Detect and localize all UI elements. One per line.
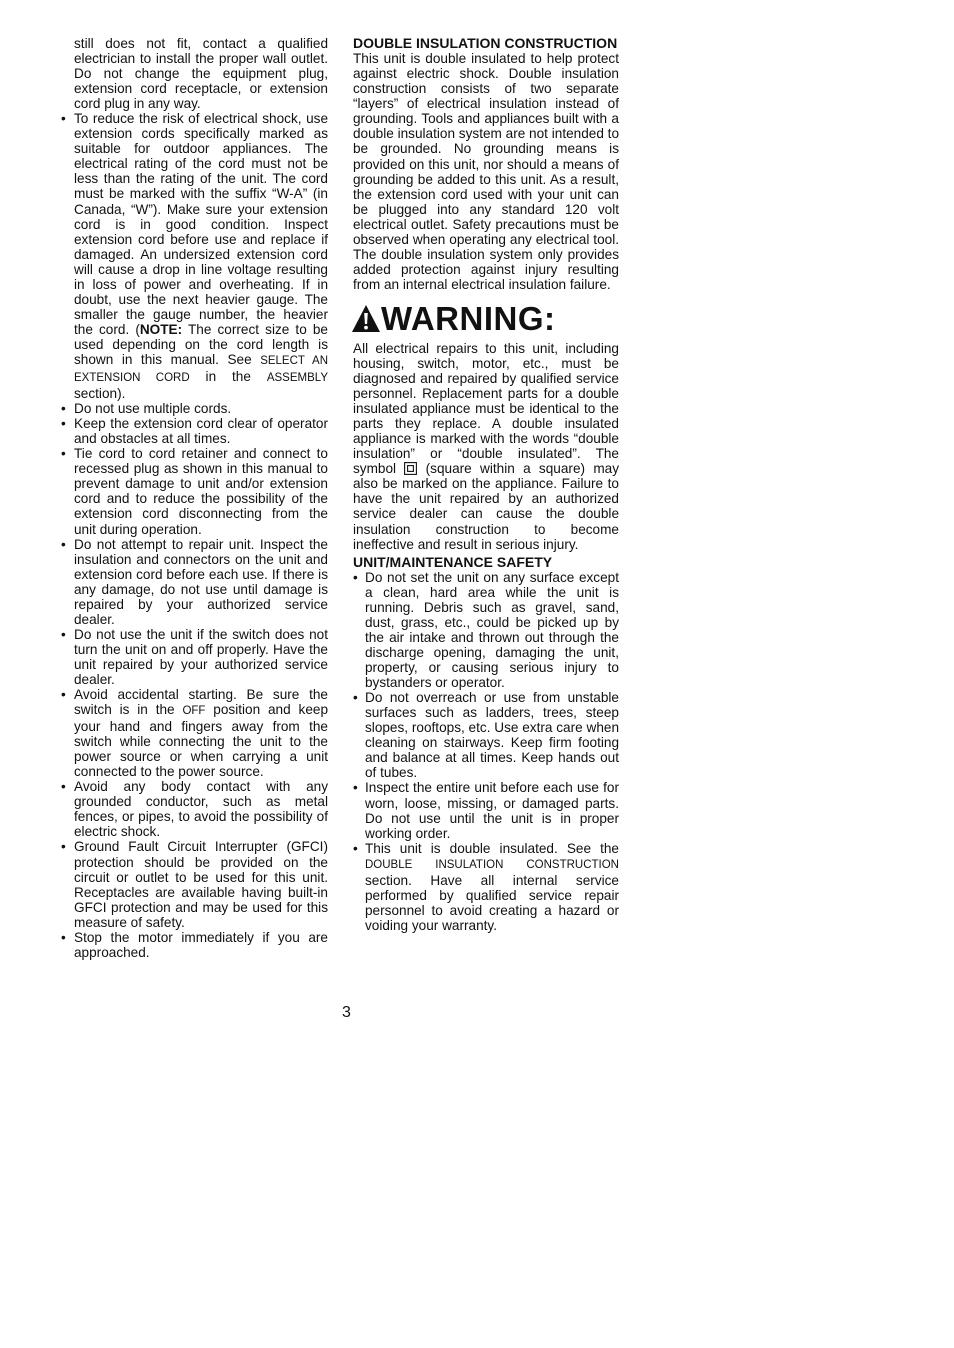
cross-reference: ASSEMBLY [266, 372, 328, 385]
double-insulation-heading: DOUBLE INSULATION CONSTRUCTION [353, 35, 618, 51]
note-label: NOTE: [139, 321, 183, 337]
warning-title: WARNING: [381, 299, 556, 337]
list-item: • Avoid accidental starting. Be sure the switch is in the OFF position and keep your hand and fingers away from the switch while connecting the unit to the power source or when carrying a unit connected to the power source. [74, 687, 328, 779]
list-item: • Ground Fault Circuit Interrupter (GFCI) protection should be provided on the circuit or outlet to be used for this unit. Receptacles are available having built-in GFCI protection and may be used for this measure of safety. [74, 839, 328, 929]
list-item: • Stop the motor immediately if you are approached. [74, 930, 328, 960]
list-item: • This unit is double insulated. See the DOUBLE INSULATION CONSTRUCTION section. Have all internal service performed by qualified service repair personnel to avoid creating a hazard or voiding your warranty. [365, 841, 619, 933]
list-item: • Tie cord to cord retainer and connect to recessed plug as shown in this manual to prevent damage to unit and/or extension cord and to reduce the possibility of the extension cord disconnecting from the unit during operation. [74, 446, 328, 536]
list-item: • Inspect the entire unit before each use for worn, loose, missing, or damaged parts. Do not use until the unit is in proper working order. [365, 780, 619, 840]
warning-header [351, 297, 619, 341]
list-item: • Do not attempt to repair unit. Inspect the insulation and connectors on the unit and extension cord before each use. If there is any damage, do not use until damage is repaired by your authorized service dealer. [74, 537, 328, 627]
list-item: • Do not overreach or use from unstable surfaces such as ladders, trees, steep slopes, rooftops, etc. Use extra care when cleaning on stairways. Keep firm footing and balance at all times. Keep hands out of tubes. [365, 690, 619, 780]
off-label: OFF [182, 705, 206, 718]
list-item: • Do not use the unit if the switch does not turn the unit on and off properly. Have the unit repaired by your authorized service dealer. [74, 627, 328, 687]
unit-safety-list [353, 570, 619, 933]
unit-maintenance-heading: UNIT/MAINTENANCE SAFETY [353, 553, 553, 570]
cross-reference: DOUBLE INSULATION CONSTRUCTION [365, 858, 619, 871]
left-column [74, 36, 328, 960]
continued-paragraph: still does not fit, contact a qualified electrician to install the proper wall outlet. Do not change the equipment plug, extension cord receptacle, or extension cord plug in any way. [74, 36, 328, 112]
page-number: 3 [342, 1004, 351, 1021]
warning-triangle-icon [351, 304, 381, 334]
cross-reference: SELECT AN EXTENSION CORD [74, 354, 328, 385]
list-item: • Avoid any body contact with any grounded conductor, such as metal fences, or pipes, to avoid the possibility of electric shock. [74, 779, 328, 839]
list-item: • Keep the extension cord clear of operator and obstacles at all times. [74, 416, 328, 446]
safety-list [74, 111, 328, 960]
double-insulation-symbol-icon [404, 462, 417, 475]
list-item: • Do not set the unit on any surface except a clean, hard area while the unit is running. Debris such as gravel, sand, dust, grass, etc., could be picked up by the air intake and thrown out through the discharge opening, damaging the unit, property, or causing serious injury to bystanders or operator. [365, 570, 619, 690]
list-item: • Do not use multiple cords. [74, 401, 328, 416]
right-column [353, 36, 619, 933]
warning-body: All electrical repairs to this unit, including housing, switch, motor, etc., must be diagnosed and repaired by qualified service personnel. Replacement parts for a double insulated appliance must be identical to the parts they replace. A double insulated appliance is marked with the words “double insulation” or “double insulated”. The symbol (square within a square) may also be marked on the appliance. Failure to have the unit repaired by an authorized service dealer can cause the double insulation construction to become ineffective and result in serious injury. [353, 340, 619, 552]
double-insulation-body: This unit is double insulated to help protect against electric shock. Double insulation construction consists of two separate “layers” of electrical insulation instead of grounding. Tools and appliances built with a double insulation system are not intended to be grounded. No grounding means is provided on this unit, nor should a means of grounding be added to this unit. As a result, the extension cord used with your unit can be plugged into any standard 120 volt electrical outlet. Safety precautions must be observed when operating any electrical tool. The double insulation system only provides added protection against injury resulting from an internal electrical insulation failure. [353, 51, 620, 292]
list-item: • To reduce the risk of electrical shock, use extension cords specifically marked as suitable for outdoor appliances. The electrical rating of the cord must not be less than the rating of the unit. The cord must be marked with the suffix “W-A” (in Canada, “W”). Make sure your extension cord is in good condition. Inspect extension cord before use and replace if damaged. An undersized extension cord will cause a drop in line voltage resulting in loss of power and overheating. If in doubt, use the next heavier gauge. The smaller the gauge number, the heavier the cord. (NOTE: The correct size to be used depending on the cord length is shown in this manual. See SELECT AN EXTENSION CORD in the ASSEMBLY section). [74, 111, 328, 401]
